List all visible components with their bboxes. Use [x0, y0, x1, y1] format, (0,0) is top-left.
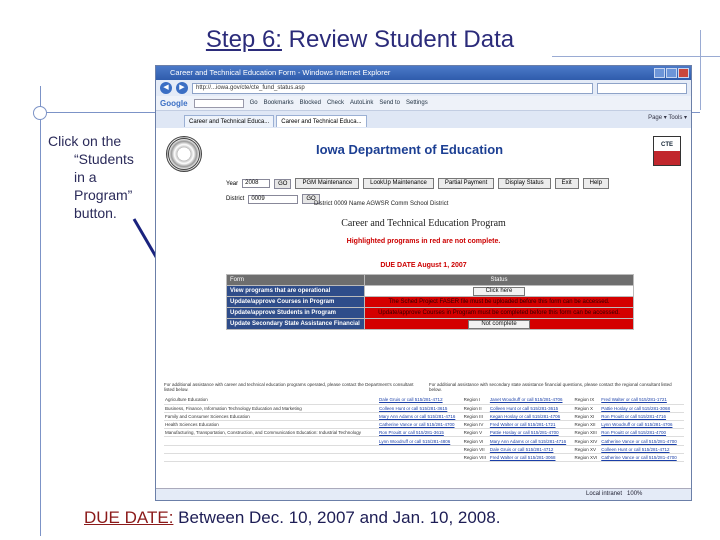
slide-title-step: Step 6:: [205, 26, 282, 53]
due-date-banner: DUE DATE August 1, 2007: [380, 262, 467, 269]
contact-cell: Region I: [463, 396, 489, 404]
contact-link[interactable]: Catherine Vance or call 515/281-4700: [600, 437, 684, 445]
instruction-text: [48, 132, 158, 222]
control-row: [226, 178, 609, 189]
pgm-maintenance-button[interactable]: PGM Maintenance: [295, 178, 359, 189]
contact-cell: [164, 453, 378, 461]
contact-link[interactable]: Lynn Woodruff or call 515/281-4806: [378, 437, 463, 445]
contact-cell: Region XIII: [573, 429, 600, 437]
contacts-intro-left: For additional assistance with career and technical education programs operated, please contact the Department's consultant listed below.: [164, 382, 414, 392]
cte-logo: CTE: [653, 136, 681, 166]
contact-cell: Region VI: [463, 437, 489, 445]
contact-cell: Region X: [573, 404, 600, 412]
page-title: Career and Technical Education Program: [341, 218, 506, 229]
back-icon[interactable]: ◀: [160, 82, 172, 94]
contact-cell: Region VIII: [463, 453, 489, 461]
row-status: Update/approve Courses in Program must be completed before this form can be accessed.: [365, 308, 634, 319]
status-zone: Local intranet: [586, 491, 623, 497]
address-bar[interactable]: http://...iowa.gov/cte/cte_fund_status.asp: [192, 83, 593, 94]
instruction-line: button.: [74, 205, 117, 221]
row-form-label: Update/approve Courses in Program: [227, 297, 365, 308]
contact-cell: Region XII: [573, 421, 600, 429]
contacts-section: [164, 382, 684, 462]
contact-row: [164, 396, 684, 404]
contact-row: [164, 453, 684, 461]
program-status-table: [226, 274, 634, 330]
contact-link[interactable]: Kegan Hoslay or call 515/281-4706: [489, 412, 574, 420]
search-input[interactable]: [597, 83, 687, 94]
district-field[interactable]: 0009: [248, 195, 298, 204]
district-row: [226, 194, 320, 204]
district-label: District: [226, 196, 245, 202]
iowa-seal-logo: [166, 136, 202, 172]
forward-icon[interactable]: ▶: [176, 82, 188, 94]
dept-title: Iowa Department of Education: [316, 142, 504, 157]
table-row: [227, 297, 634, 308]
browser-window: [155, 65, 692, 501]
contact-row: [164, 437, 684, 445]
contact-cell: Family and Consumer Sciences Education: [164, 412, 378, 420]
contact-row: [164, 421, 684, 429]
table-row: [227, 308, 634, 319]
lookup-maintenance-button[interactable]: LookUp Maintenance: [363, 178, 434, 189]
contact-link[interactable]: Ron Prouitt or call 515/281-4716: [600, 412, 684, 420]
district-go-button[interactable]: GO: [302, 194, 319, 204]
status-bar: [156, 488, 691, 500]
page-tools-menu[interactable]: Page ▾ Tools ▾: [648, 115, 687, 121]
window-title: Career and Technical Education Form - Windows Internet Explorer: [170, 68, 391, 77]
students-in-program-button[interactable]: Update/approve Students in Program: [227, 308, 365, 319]
toolbar-item[interactable]: AutoLink: [349, 100, 374, 106]
contact-cell: [164, 445, 378, 453]
contact-cell: [378, 453, 463, 461]
display-status-button[interactable]: Display Status: [498, 178, 550, 189]
contact-link[interactable]: Mary Ann Adams or call 515/281-4716: [489, 437, 574, 445]
toolbar-item[interactable]: Go: [249, 100, 258, 106]
contact-cell: Region III: [463, 412, 489, 420]
contact-link[interactable]: Catherine Vance or call 515/281-4700: [378, 421, 463, 429]
contact-cell: Agriculture Education: [164, 396, 378, 404]
contact-link[interactable]: Dale Gruis or call 515/281-4712: [489, 445, 574, 453]
contact-link[interactable]: Fred Walter or call 515/281-1721: [489, 421, 574, 429]
contact-link[interactable]: Pattie Hoslay or call 515/281-3068: [600, 404, 684, 412]
contact-link[interactable]: Janet Woodruff or call 515/281-4706: [489, 396, 574, 404]
due-date-text: Between Dec. 10, 2007 and Jan. 10, 2008.: [173, 508, 501, 527]
contact-link[interactable]: Catherine Vance or call 515/281-4700: [600, 453, 684, 461]
window-titlebar: [156, 66, 691, 80]
year-go-button[interactable]: GO: [274, 179, 291, 189]
zoom-level[interactable]: 100%: [627, 491, 643, 497]
row-status: [365, 319, 634, 330]
slide-corner-rule: [552, 56, 720, 57]
contact-link[interactable]: Colleen Hunt or call 515/281-3615: [489, 404, 574, 412]
row-form-label: Update Secondary State Assistance Financial: [227, 319, 365, 330]
contact-cell: Region V: [463, 429, 489, 437]
contact-row: [164, 412, 684, 420]
tab-cte-1[interactable]: Career and Technical Educa...: [184, 115, 274, 127]
contacts-table: [164, 396, 684, 462]
window-controls: [654, 68, 689, 78]
exit-button[interactable]: Exit: [555, 178, 579, 189]
instruction-line: Program”: [74, 187, 133, 203]
contact-cell: Region XVI: [573, 453, 600, 461]
instruction-line: “Students: [74, 151, 134, 167]
help-button[interactable]: Help: [583, 178, 609, 189]
contact-link[interactable]: Fred Walter or call 515/281-3068: [489, 453, 574, 461]
toolbar-item[interactable]: Send to: [379, 100, 401, 106]
year-label: Year: [226, 180, 239, 187]
contact-link[interactable]: Fred Walter or call 515/281-1721: [600, 396, 684, 404]
contact-link[interactable]: Lynn Woodruff or call 515/281-4706: [600, 421, 684, 429]
contact-cell: Region XV: [573, 445, 600, 453]
contact-cell: Region II: [463, 404, 489, 412]
contact-cell: [164, 437, 378, 445]
header-form: Form: [227, 275, 365, 286]
contact-row: [164, 404, 684, 412]
table-row: [227, 319, 634, 330]
contact-row: [164, 445, 684, 453]
slide-title-text: Review Student Data: [281, 26, 515, 53]
tab-cte-2[interactable]: Career and Technical Educa...: [276, 115, 366, 127]
address-row: [156, 80, 691, 96]
contact-cell: Health Sciences Education: [164, 421, 378, 429]
contact-link[interactable]: Colleen Hunt or call 515/281-3615: [378, 404, 463, 412]
slide-vertical-rule: [40, 86, 41, 536]
view-programs-button[interactable]: Click here: [473, 287, 526, 296]
not-complete-button[interactable]: Not complete: [468, 320, 529, 329]
contacts-intro: [164, 382, 684, 396]
contact-link[interactable]: Ron Prouitt or call 515/281-4700: [600, 429, 684, 437]
google-toolbar: [156, 96, 691, 111]
year-field[interactable]: 2008: [242, 179, 270, 188]
tab-strip: [156, 111, 691, 127]
instruction-line: Click on the: [48, 133, 122, 149]
slide-ring-ornament: [33, 106, 47, 120]
contact-link[interactable]: Pattie Hoslay or call 515/281-4700: [489, 429, 574, 437]
row-form-label: View programs that are operational: [227, 286, 365, 297]
contact-row: [164, 429, 684, 437]
contact-cell: Region VII: [463, 445, 489, 453]
contact-cell: Region XIV: [573, 437, 600, 445]
row-status: The Sched Project FASER file must be uploaded before this form can be accessed.: [365, 297, 634, 308]
contact-link[interactable]: Dale Gruis or call 515/281-4712: [378, 396, 463, 404]
instruction-line: in a: [74, 169, 97, 185]
toolbar-item[interactable]: Settings: [406, 100, 428, 106]
google-logo: Google: [160, 98, 188, 108]
contact-link[interactable]: Colleen Hunt or call 515/281-4712: [600, 445, 684, 453]
contact-cell: [378, 445, 463, 453]
incomplete-warning: Highlighted programs in red are not complete.: [346, 238, 501, 245]
partial-payment-button[interactable]: Partial Payment: [438, 178, 494, 189]
contact-cell: Region IV: [463, 421, 489, 429]
contacts-intro-right: For additional assistance with secondary state assistance financial questions, please contact the regional consultant listed below.: [429, 382, 672, 392]
slide-due-date: [84, 508, 500, 528]
district-name: District 0009 Name AGWSR Comm School District: [314, 201, 449, 207]
google-search-input[interactable]: [194, 99, 244, 108]
table-row: [227, 286, 634, 297]
toolbar-item[interactable]: Blocked: [299, 100, 321, 106]
close-button[interactable]: [678, 68, 689, 78]
minimize-button[interactable]: [654, 68, 665, 78]
row-status: [365, 286, 634, 297]
contact-cell: Region XI: [573, 412, 600, 420]
toolbar-item[interactable]: Bookmarks: [263, 100, 294, 106]
header-status: Status: [365, 275, 634, 286]
contact-cell: Manufacturing, Transportation, Construction, and Communication Education: Industrial Technology: [164, 429, 378, 437]
slide-title: [0, 26, 720, 54]
contact-link[interactable]: Mary Ann Adams or call 515/281-4716: [378, 412, 463, 420]
contact-cell: Business, Finance, Information Technology Education and Marketing: [164, 404, 378, 412]
due-date-label: DUE DATE:: [84, 508, 174, 527]
toolbar-item[interactable]: Check: [326, 100, 344, 106]
maximize-button[interactable]: [666, 68, 677, 78]
contact-link[interactable]: Ron Prouitt or call 515/281-3615: [378, 429, 463, 437]
table-header-row: [227, 275, 634, 286]
contact-cell: Region IX: [573, 396, 600, 404]
page-content: [156, 128, 691, 488]
